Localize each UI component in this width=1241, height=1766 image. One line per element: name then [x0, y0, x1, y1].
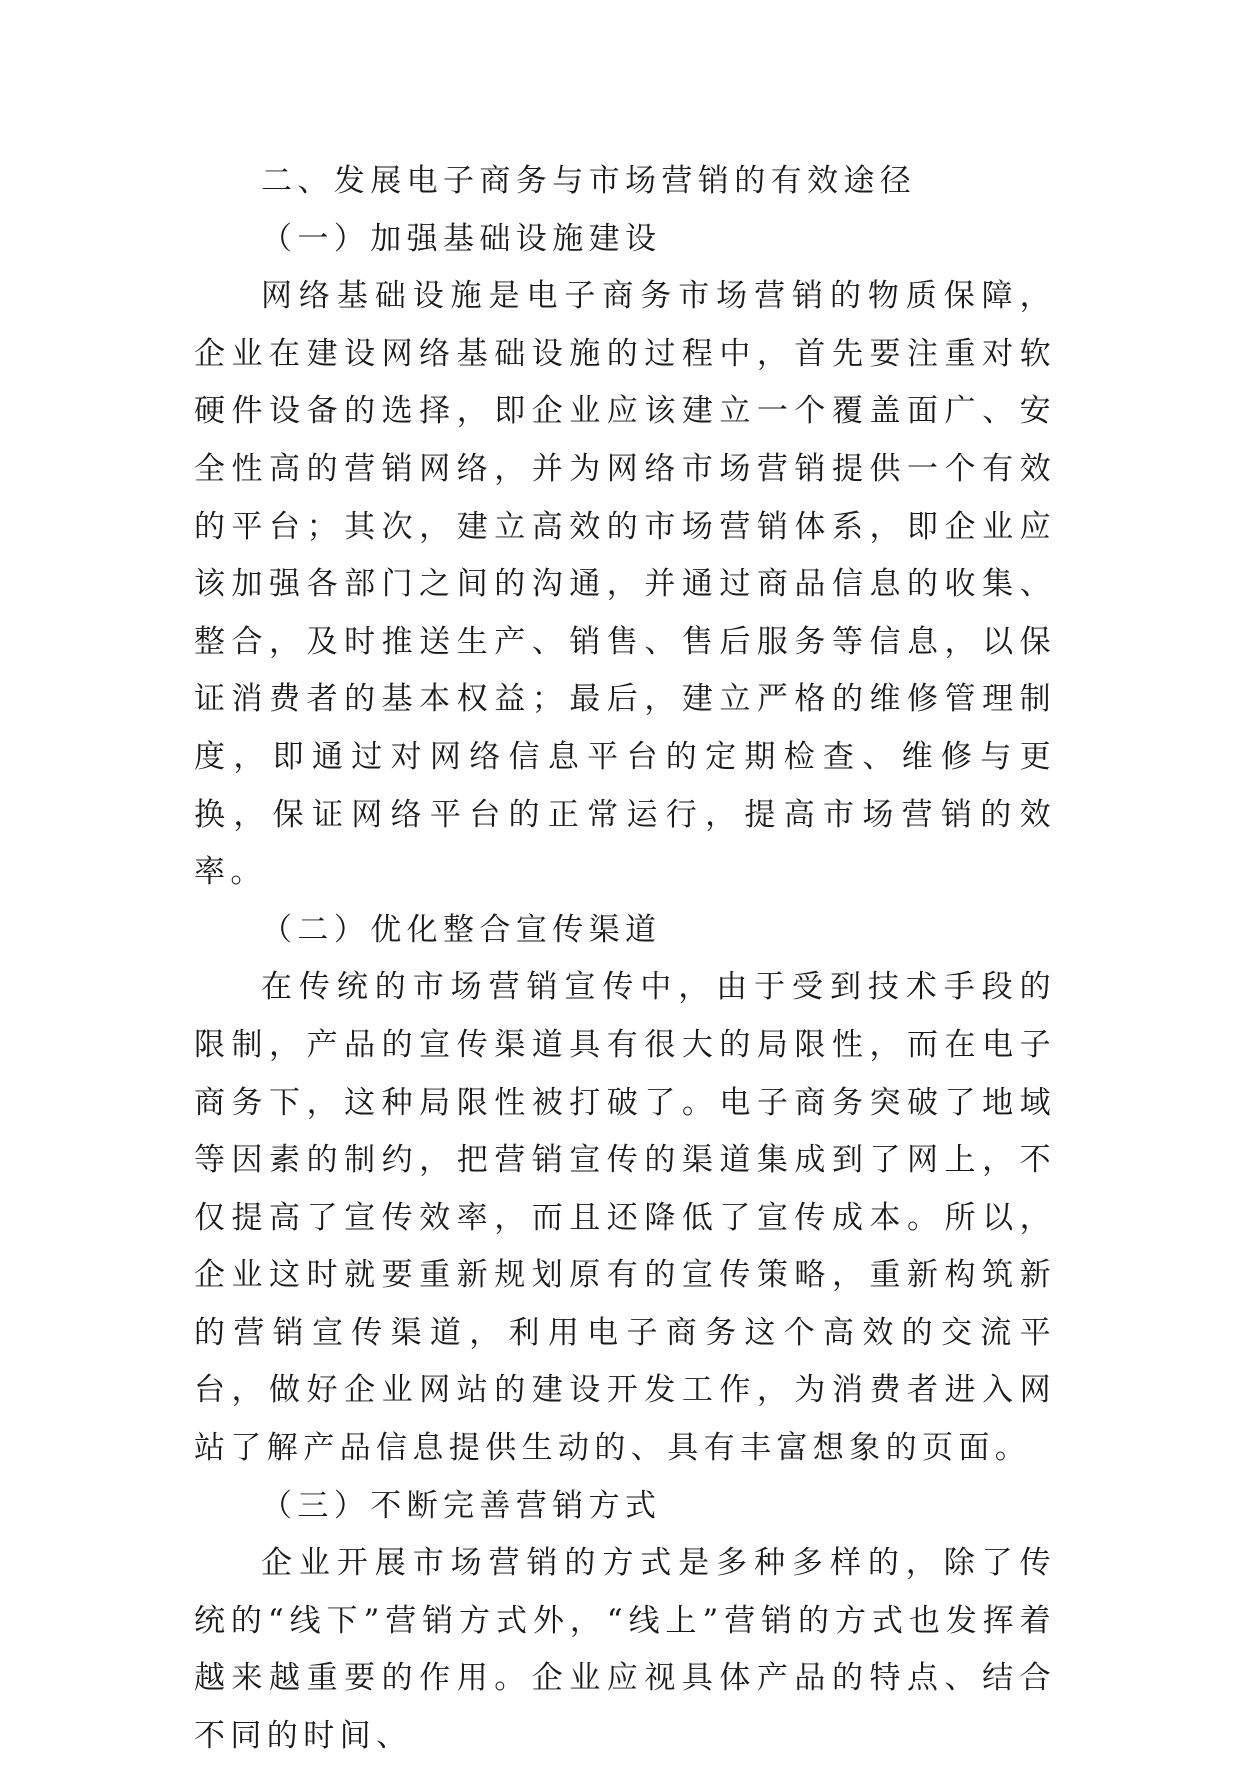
subsection-paragraph-2: 在传统的市场营销宣传中，由于受到技术手段的限制，产品的宣传渠道具有很大的局限性，而在电子商务下，这种局限性被打破了。电子商务突破了地域等因素的制约，把营销宣传的渠道集成到了网上，不仅提高了宣传效率，而且还降低了宣传成本。所以，企业这时就要重新规划原有的宣传策略，重新构筑新的营销宣传渠道，利用电子商务这个高效的交流平台，做好企业网站的建设开发工作，为消费者进入网站了解产品信息提供生动的、具有丰富想象的页面。: [194, 969, 1056, 1467]
subsection-heading-3: （三）不断完善营销方式: [261, 1487, 662, 1524]
subsection-heading-2: （二）优化整合宣传渠道: [261, 911, 662, 948]
section-heading: 二、发展电子商务与市场营销的有效途径: [261, 163, 917, 199]
document-body: [194, 153, 1056, 1766]
subsection-paragraph-3: 企业开展市场营销的方式是多种多样的，除了传统的“线下”营销方式外，“线上”营销的方式也发挥着越来越重要的作用。企业应视具体产品的特点、结合不同的时间、: [194, 1545, 1056, 1755]
subsection-paragraph-1: 网络基础设施是电子商务市场营销的物质保障，企业在建设网络基础设施的过程中，首先要注重对软硬件设备的选择，即企业应该建立一个覆盖面广、安全性高的营销网络，并为网络市场营销提供一个有效的平台；其次，建立高效的市场营销体系，即企业应该加强各部门之间的沟通，并通过商品信息的收集、整合，及时推送生产、销售、售后服务等信息，以保证消费者的基本权益；最后，建立严格的维修管理制度，即通过对网络信息平台的定期检查、维修与更换，保证网络平台的正常运行，提高市场营销的效率。: [194, 278, 1056, 891]
subsection-heading-1: （一）加强基础设施建设: [261, 220, 662, 257]
